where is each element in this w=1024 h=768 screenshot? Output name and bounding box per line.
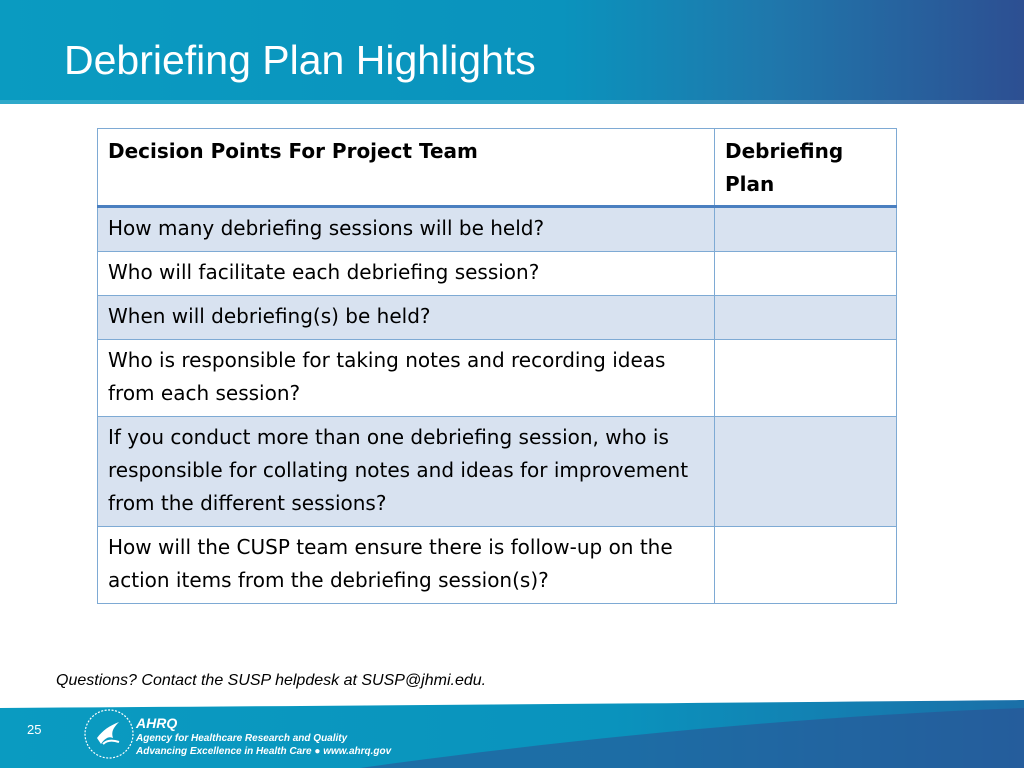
question-cell: How many debriefing sessions will be held? [98,207,715,252]
debriefing-plan-table [97,128,897,604]
slide-title: Debriefing Plan Highlights [64,37,536,83]
page-number: 25 [27,722,42,737]
plan-cell [715,340,897,417]
question-cell: When will debriefing(s) be held? [98,296,715,340]
table-row [98,527,897,604]
agency-tagline: Advancing Excellence in Health Care ● www.ahrq.gov [136,746,392,757]
plan-cell [715,207,897,252]
plan-cell [715,296,897,340]
plan-cell [715,252,897,296]
table-row [98,296,897,340]
question-cell: How will the CUSP team ensure there is follow-up on the action items from the debriefing session(s)? [98,527,715,604]
agency-name: Agency for Healthcare Research and Quality [136,733,348,744]
table-header-row [98,129,897,207]
plan-cell [715,527,897,604]
table-row [98,417,897,527]
table-row [98,207,897,252]
question-cell: If you conduct more than one debriefing session, who is responsible for collating notes and ideas for improvement from the different sessions? [98,417,715,527]
title-bar [0,0,1024,104]
table-row [98,252,897,296]
question-cell: Who is responsible for taking notes and recording ideas from each session? [98,340,715,417]
header-decision-points: Decision Points For Project Team [98,129,715,207]
plan-cell [715,417,897,527]
ahrq-logo: AHRQ [136,715,178,731]
question-cell: Who will facilitate each debriefing session? [98,252,715,296]
header-debriefing-plan: Debriefing Plan [715,129,897,207]
table-row [98,340,897,417]
contact-note: Questions? Contact the SUSP helpdesk at SUSP@jhmi.edu. [56,672,487,689]
hhs-eagle-seal-icon [83,708,135,760]
